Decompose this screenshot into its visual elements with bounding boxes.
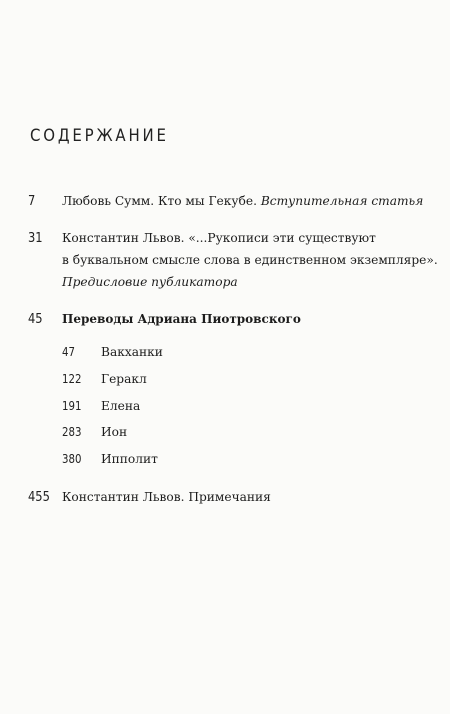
entry-page-number: 455 — [28, 489, 50, 505]
sub-entry-page-number: 191 — [62, 399, 82, 413]
sub-entry-page-number: 122 — [62, 372, 82, 386]
entry-page-number: 31 — [28, 230, 43, 246]
section-title: Переводы Адриана Пиотровского — [62, 312, 301, 326]
sub-entry-page-number: 283 — [62, 425, 82, 439]
entry-page-number: 7 — [28, 193, 36, 209]
entry-title-line: Константин Львов. «...Рукописи эти существуют — [62, 231, 376, 245]
entry-subtitle: Вступительная статья — [260, 194, 424, 208]
sub-entry-title: Ипполит — [101, 452, 158, 466]
entry-title — [62, 194, 423, 208]
sub-entry-page-number: 47 — [62, 345, 75, 359]
sub-entry-title: Вакханки — [101, 345, 163, 359]
sub-entry-page-number: 380 — [62, 452, 82, 466]
sub-entry-title: Елена — [101, 399, 141, 413]
entry-subtitle: Предисловие публикатора — [62, 275, 238, 289]
entry-page-number: 45 — [28, 311, 43, 327]
sub-entry-title: Геракл — [101, 372, 147, 386]
entry-author-title: Любовь Сумм. Кто мы Гекубе. — [62, 194, 257, 208]
entry-title-line: в буквальном смысле слова в единственном экземпляре». — [62, 253, 438, 267]
entry-title: Константин Львов. Примечания — [62, 490, 271, 504]
contents-heading: СОДЕРЖАНИЕ — [30, 126, 169, 146]
sub-entry-title: Ион — [101, 425, 128, 439]
